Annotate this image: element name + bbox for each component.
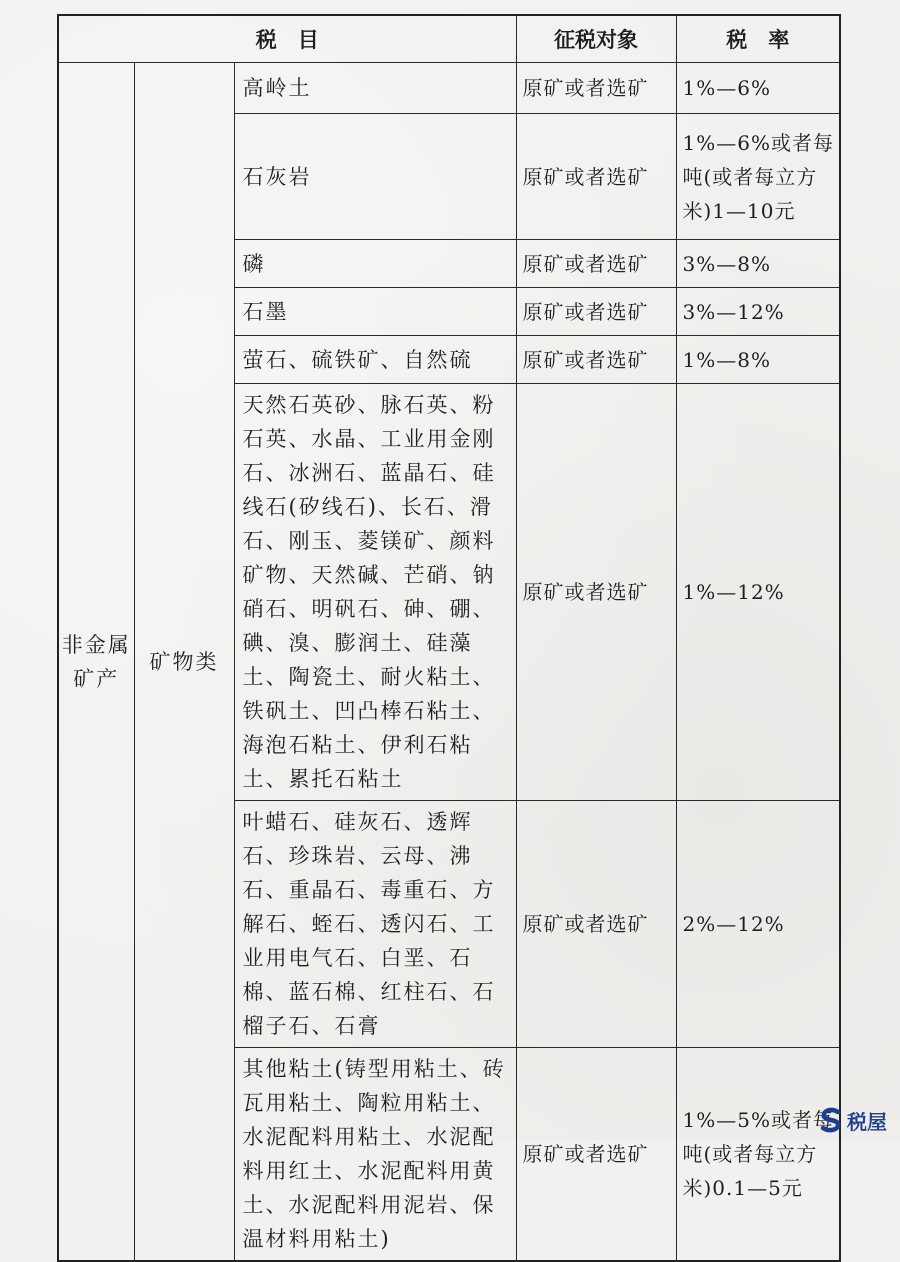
- category-sub: 矿物类: [134, 63, 234, 1262]
- item-cell: 叶蜡石、硅灰石、透辉石、珍珠岩、云母、沸石、重晶石、毒重石、方解石、蛭石、透闪石、工业用电气石、白垩、石棉、蓝石棉、红柱石、石榴子石、石膏: [234, 801, 516, 1048]
- object-cell: 原矿或者选矿: [516, 1048, 676, 1262]
- item-cell: 萤石、硫铁矿、自然硫: [234, 336, 516, 384]
- item-cell: 石灰岩: [234, 114, 516, 240]
- header-object: 征税对象: [516, 15, 676, 63]
- object-cell: 原矿或者选矿: [516, 336, 676, 384]
- logo-text: 税屋: [847, 1109, 887, 1134]
- object-cell: 原矿或者选矿: [516, 801, 676, 1048]
- rate-cell: 1%—8%: [676, 336, 840, 384]
- item-cell: 磷: [234, 240, 516, 288]
- rate-cell: 2%—12%: [676, 801, 840, 1048]
- item-cell: 天然石英砂、脉石英、粉石英、水晶、工业用金刚石、冰洲石、蓝晶石、硅线石(矽线石)、长石、滑石、刚玉、菱镁矿、颜料矿物、天然碱、芒硝、钠硝石、明矾石、砷、硼、碘、溴、膨润土、硅藻土、陶瓷土、耐火粘土、铁矾土、凹凸棒石粘土、海泡石粘土、伊利石粘土、累托石粘土: [234, 384, 516, 801]
- table-header-row: [58, 15, 840, 63]
- rate-cell: 3%—12%: [676, 288, 840, 336]
- rate-cell: 1%—6%: [676, 63, 840, 114]
- header-item: 税 目: [58, 15, 516, 63]
- item-cell: 其他粘土(铸型用粘土、砖瓦用粘土、陶粒用粘土、水泥配料用粘土、水泥配料用红土、水泥配料用黄土、水泥配料用泥岩、保温材料用粘土): [234, 1048, 516, 1262]
- shuiwu-logo[interactable]: [818, 1104, 887, 1136]
- table-row: [58, 63, 840, 114]
- item-cell: 高岭土: [234, 63, 516, 114]
- category-main: 非金属矿产: [58, 63, 134, 1262]
- rate-cell: 1%—6%或者每吨(或者每立方米)1—10元: [676, 114, 840, 240]
- object-cell: 原矿或者选矿: [516, 240, 676, 288]
- object-cell: 原矿或者选矿: [516, 114, 676, 240]
- rate-cell: 1%—5%或者每吨(或者每立方米)0.1—5元: [676, 1048, 840, 1262]
- object-cell: 原矿或者选矿: [516, 384, 676, 801]
- tax-rate-table: [57, 14, 841, 1262]
- rate-cell: 1%—12%: [676, 384, 840, 801]
- s-logo-icon: [818, 1107, 844, 1133]
- object-cell: 原矿或者选矿: [516, 63, 676, 114]
- rate-cell: 3%—8%: [676, 240, 840, 288]
- header-rate: 税 率: [676, 15, 840, 63]
- item-cell: 石墨: [234, 288, 516, 336]
- object-cell: 原矿或者选矿: [516, 288, 676, 336]
